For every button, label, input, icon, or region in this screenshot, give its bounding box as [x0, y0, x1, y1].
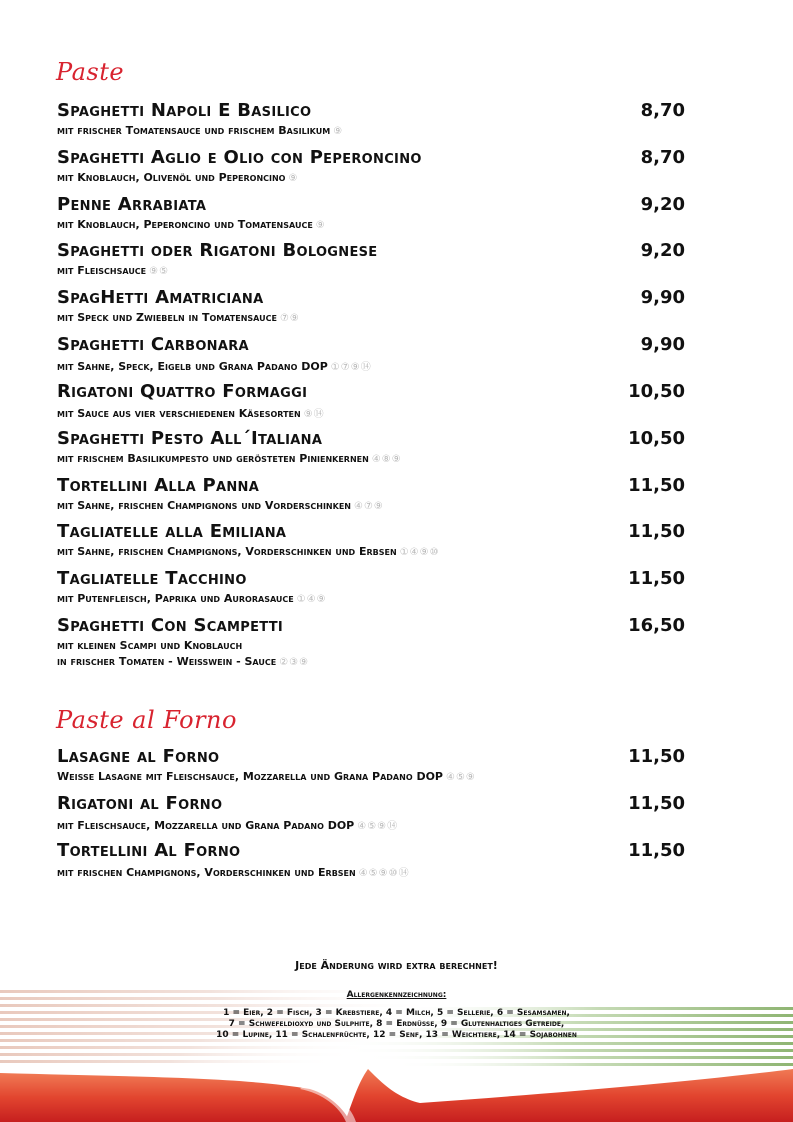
dish-description: mit frischen Champignons, Vorderschinken und Erbsen	[57, 866, 356, 879]
dish-description: mit Sahne, frischen Champignons, Vorderschinken und Erbsen	[57, 545, 397, 558]
dish-price: 10,50	[628, 381, 685, 402]
dish-name: Rigatoni Quattro Formaggi	[57, 381, 308, 402]
dish-description: mit Knoblauch, Olivenöl und Peperoncino	[57, 171, 286, 184]
allergen-codes: ④⑤⑨⑩⑭	[358, 868, 410, 879]
menu-item	[57, 521, 685, 558]
allergen-codes: ⑦⑨	[279, 313, 300, 324]
allergen-codes: ①⑦⑨⑭	[330, 362, 372, 373]
allergen-codes: ④⑤⑨	[446, 772, 476, 783]
dish-price: 8,70	[640, 147, 685, 168]
dish-description: mit frischem Basilikumpesto und gerösteten Pinienkernen	[57, 452, 369, 465]
allergen-codes: ⑨	[288, 173, 299, 184]
allergen-codes: ②③⑨	[279, 657, 310, 668]
dish-name: Spaghetti Carbonara	[57, 334, 249, 355]
dish-name: Tortellini Al Forno	[57, 840, 241, 861]
dish-price: 9,20	[640, 240, 685, 261]
allergen-codes: ⑨⑭	[303, 409, 325, 420]
dish-description: in frischer Tomaten - Weisswein - Sauce	[57, 655, 277, 668]
dish-name: Spaghetti Aglio e Olio con Peperoncino	[57, 147, 422, 168]
dish-price: 8,70	[640, 100, 685, 121]
menu-item	[57, 615, 685, 668]
dish-name: Penne Arrabiata	[57, 194, 207, 215]
dish-name: Tagliatelle alla Emiliana	[57, 521, 287, 542]
allergen-codes: ⑨	[315, 220, 326, 231]
dish-description: mit Knoblauch, Peperoncino und Tomatensauce	[57, 218, 313, 231]
dish-description: Weisse Lasagne mit Fleischsauce, Mozzarella und Grana Padano DOP	[57, 770, 443, 783]
dish-price: 11,50	[628, 746, 685, 767]
dish-price: 11,50	[628, 793, 685, 814]
dish-description: mit Fleischsauce	[57, 264, 147, 277]
allergen-legend-line: 10 = Lupine, 11 = Schalenfrüchte, 12 = Senf, 13 = Weichtiere, 14 = Sojabohnen	[216, 1030, 577, 1040]
allergen-codes: ⑨⑤	[149, 266, 170, 277]
dish-name: Tortellini Alla Panna	[57, 475, 260, 496]
dish-price: 9,90	[640, 334, 685, 355]
dish-name: Spaghetti Con Scampetti	[57, 615, 284, 636]
section-title-paste-al-forno: Paste al Forno	[56, 706, 237, 734]
allergen-legend-line: 1 = Eier, 2 = Fisch, 3 = Krebstiere, 4 = Milch, 5 = Sellerie, 6 = Sesamsamen,	[223, 1008, 570, 1018]
menu-item	[57, 287, 685, 324]
dish-description: mit Sauce aus vier verschiedenen Käsesorten	[57, 407, 301, 420]
allergen-legend-line: 7 = Schwefeldioxyd und Sulphite, 8 = Erdnüsse, 9 = Glutenhaltiges Getreide,	[228, 1019, 565, 1029]
allergen-legend-title: Allergenkennzeichnung:	[346, 990, 447, 1000]
dish-description: mit kleinen Scampi und Knoblauch	[57, 639, 243, 652]
menu-item	[57, 334, 685, 373]
allergen-codes: ④⑦⑨	[354, 501, 384, 512]
menu-item	[57, 428, 685, 465]
dish-price: 9,90	[640, 287, 685, 308]
allergen-codes: ④⑧⑨	[371, 454, 402, 465]
menu-item	[57, 746, 685, 783]
dish-name: Lasagne al Forno	[57, 746, 220, 767]
menu-item	[57, 568, 685, 605]
section-title-paste: Paste	[56, 58, 125, 86]
allergen-codes: ⑨	[333, 126, 344, 137]
allergen-codes: ④⑤⑨⑭	[357, 821, 399, 832]
menu-item	[57, 147, 685, 184]
dish-description: mit Speck und Zwiebeln in Tomatensauce	[57, 311, 277, 324]
dish-price: 11,50	[628, 568, 685, 589]
dish-description: mit Sahne, Speck, Eigelb und Grana Padano DOP	[57, 360, 328, 373]
menu-item	[57, 840, 685, 879]
menu-item	[57, 381, 685, 420]
dish-description: mit Sahne, frischen Champignons und Vorderschinken	[57, 499, 351, 512]
dish-name: Spaghetti oder Rigatoni Bolognese	[57, 240, 378, 261]
red-wave-right	[345, 1069, 793, 1122]
dish-name: Spaghetti Napoli E Basilico	[57, 100, 312, 121]
dish-price: 11,50	[628, 475, 685, 496]
dish-price: 11,50	[628, 840, 685, 861]
dish-price: 16,50	[628, 615, 685, 636]
dish-price: 9,20	[640, 194, 685, 215]
menu-item	[57, 100, 685, 137]
menu-item	[57, 194, 685, 231]
allergen-legend	[0, 990, 793, 1041]
menu-item	[57, 240, 685, 277]
allergen-codes: ①④⑨	[296, 594, 327, 605]
red-wave-left	[0, 1073, 350, 1122]
dish-name: Tagliatelle Tacchino	[57, 568, 247, 589]
dish-description: mit frischer Tomatensauce und frischem Basilikum	[57, 124, 331, 137]
menu-item	[57, 475, 685, 512]
dish-description: mit Fleischsauce, Mozzarella und Grana Padano DOP	[57, 819, 355, 832]
dish-name: Rigatoni al Forno	[57, 793, 223, 814]
dish-description: mit Putenfleisch, Paprika und Aurorasauce	[57, 592, 294, 605]
allergen-codes: ①④⑨⑩	[399, 547, 440, 558]
menu-item	[57, 793, 685, 832]
change-surcharge-note: Jede Änderung wird extra berechnet!	[295, 959, 498, 972]
dish-name: Spaghetti Pesto All´Italiana	[57, 428, 323, 449]
dish-price: 10,50	[628, 428, 685, 449]
dish-price: 11,50	[628, 521, 685, 542]
dish-name: SpagHetti Amatriciana	[57, 287, 264, 308]
